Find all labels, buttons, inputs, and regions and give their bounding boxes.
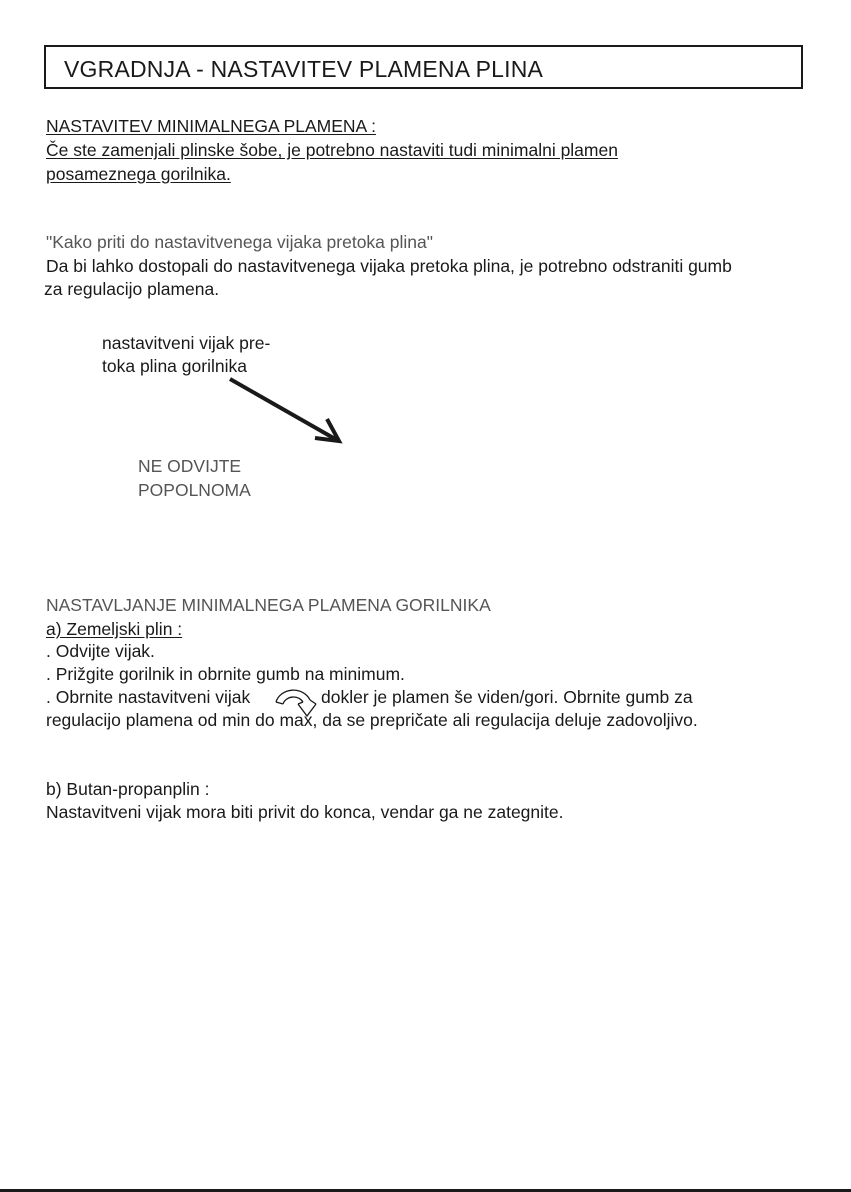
step-2: . Prižgite gorilnik in obrnite gumb na minimum.: [46, 664, 405, 684]
step-3-line2: regulacijo plamena od min do max, da se prepričate ali regulacija deluje zadovoljivo.: [46, 710, 698, 730]
section2-quote: "Kako priti do nastavitvenega vijaka pretoka plina": [46, 232, 433, 252]
section2-line1: Da bi lahko dostopali do nastavitvenega vijaka pretoka plina, je potrebno odstraniti gumb: [46, 256, 732, 276]
subheading-natural-gas: a) Zemeljski plin :: [46, 619, 183, 639]
subheading-butane-propane: b) Butan-propanplin :: [46, 779, 210, 799]
figure-label-line2: toka plina gorilnika: [102, 356, 247, 376]
section1-line2: posameznega gorilnika.: [46, 164, 231, 184]
section3-heading: NASTAVLJANJE MINIMALNEGA PLAMENA GORILNIKA: [46, 595, 491, 615]
page-title: VGRADNJA - NASTAVITEV PLAMENA PLINA: [64, 56, 544, 82]
pointer-arrow-icon: [225, 374, 350, 449]
step-3-part2: dokler je plamen še viden/gori. Obrnite gumb za: [321, 687, 693, 707]
title-box: [44, 45, 803, 89]
section2-line2: za regulacijo plamena.: [44, 279, 220, 299]
figure-label-line1: nastavitveni vijak pre-: [102, 333, 271, 353]
warning-line2: POPOLNOMA: [138, 480, 251, 500]
butane-propane-text: Nastavitveni vijak mora biti privit do konca, vendar ga ne zategnite.: [46, 802, 564, 822]
step-3-part1: . Obrnite nastavitveni vijak: [46, 687, 251, 707]
warning-line1: NE ODVIJTE: [138, 456, 242, 476]
section1-line1: Če ste zamenjali plinske šobe, je potrebno nastaviti tudi minimalni plamen: [46, 140, 618, 160]
step-1: . Odvijte vijak.: [46, 641, 155, 661]
section-heading-min-flame: NASTAVITEV MINIMALNEGA PLAMENA :: [46, 116, 376, 136]
